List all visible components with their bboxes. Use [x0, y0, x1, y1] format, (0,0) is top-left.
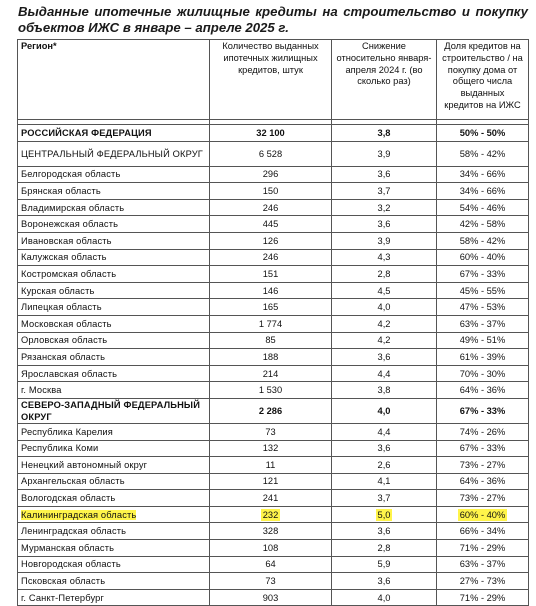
count-cell [210, 216, 332, 233]
decrease-cell [332, 199, 437, 216]
decrease-cell [332, 216, 437, 233]
share-cell-text: 60% - 40% [459, 252, 506, 263]
count-cell-text: 64 [265, 559, 276, 570]
region-cell-text: Республика Карелия [21, 426, 113, 437]
share-cell [437, 266, 529, 283]
count-cell [210, 266, 332, 283]
count-cell [210, 440, 332, 457]
count-cell [210, 282, 332, 299]
share-cell-text: 74% - 26% [459, 426, 506, 437]
share-cell-text: 63% - 37% [459, 559, 506, 570]
region-cell [18, 490, 210, 507]
share-cell [437, 573, 529, 590]
count-cell-text: 165 [262, 302, 279, 313]
decrease-cell-text: 4,4 [377, 368, 391, 379]
share-cell [437, 540, 529, 557]
count-cell-text: 328 [262, 526, 279, 537]
decrease-cell [332, 506, 437, 523]
decrease-cell [332, 141, 437, 166]
share-cell-text: 67% - 33% [459, 268, 506, 279]
share-cell [437, 473, 529, 490]
share-cell-text: 49% - 51% [459, 335, 506, 346]
region-cell-text: Воронежская область [21, 219, 119, 230]
count-cell [210, 398, 332, 423]
table-row [18, 457, 529, 474]
table-row [18, 183, 529, 200]
table-row [18, 423, 529, 440]
table-row [18, 315, 529, 332]
region-cell [18, 183, 210, 200]
header-share: Доля кредитов на строительство / на покупку дома от общего числа выданных кредитов на ИЖС [437, 40, 529, 120]
share-cell [437, 490, 529, 507]
document-title: Выданные ипотечные жилищные кредиты на строительство и покупку объектов ИЖС в январе – апреле 2025 г. [18, 4, 528, 35]
share-cell [437, 183, 529, 200]
table-row [18, 199, 529, 216]
table-row [18, 266, 529, 283]
region-cell [18, 315, 210, 332]
region-cell-text: Орловская область [21, 335, 108, 346]
region-cell [18, 216, 210, 233]
decrease-cell-text: 5,9 [377, 559, 391, 570]
count-cell [210, 573, 332, 590]
share-cell [437, 232, 529, 249]
share-cell-text: 63% - 37% [459, 318, 506, 329]
region-cell-text: Новгородская область [21, 559, 121, 570]
table-row [18, 332, 529, 349]
count-cell [210, 523, 332, 540]
count-cell [210, 457, 332, 474]
share-cell [437, 199, 529, 216]
decrease-cell-text: 2,8 [377, 542, 391, 553]
share-cell-text: 67% - 33% [459, 405, 506, 416]
count-cell [210, 473, 332, 490]
decrease-cell [332, 266, 437, 283]
table-row [18, 589, 529, 606]
count-cell-text: 11 [265, 459, 276, 470]
region-cell [18, 440, 210, 457]
table-row [18, 125, 529, 142]
table-row [18, 523, 529, 540]
decrease-cell [332, 490, 437, 507]
mortgage-table [17, 39, 529, 606]
decrease-cell-text: 3,6 [377, 169, 391, 180]
count-cell-text: 2 286 [258, 405, 283, 416]
region-cell-text: Ярославская область [21, 368, 118, 379]
decrease-cell [332, 299, 437, 316]
decrease-cell [332, 183, 437, 200]
count-cell-text: 232 [262, 509, 279, 520]
share-cell [437, 141, 529, 166]
decrease-cell [332, 556, 437, 573]
decrease-cell-text: 4,2 [377, 318, 391, 329]
region-cell [18, 523, 210, 540]
share-cell [437, 216, 529, 233]
table-row [18, 216, 529, 233]
count-cell [210, 125, 332, 142]
table-row [18, 166, 529, 183]
table-row [18, 249, 529, 266]
count-cell [210, 506, 332, 523]
count-cell [210, 183, 332, 200]
decrease-cell-text: 4,0 [377, 592, 391, 603]
region-cell-text: ЦЕНТРАЛЬНЫЙ ФЕДЕРАЛЬНЫЙ ОКРУГ [21, 148, 203, 159]
decrease-cell-text: 3,2 [377, 202, 391, 213]
region-cell-text: Республика Коми [21, 443, 99, 454]
share-cell [437, 349, 529, 366]
header-decrease: Снижение относительно января-апреля 2024 г. (во сколько раз) [332, 40, 437, 120]
share-cell-text: 70% - 30% [459, 368, 506, 379]
region-cell [18, 166, 210, 183]
decrease-cell [332, 282, 437, 299]
decrease-cell [332, 125, 437, 142]
count-cell-text: 121 [262, 476, 279, 487]
count-cell [210, 349, 332, 366]
region-cell [18, 423, 210, 440]
count-cell [210, 199, 332, 216]
decrease-cell [332, 589, 437, 606]
table-row [18, 232, 529, 249]
decrease-cell [332, 382, 437, 399]
header-count: Количество выданных ипотечных жилищных кредитов, штук [210, 40, 332, 120]
count-cell-text: 1 530 [258, 385, 283, 396]
share-cell-text: 71% - 29% [459, 542, 506, 553]
count-cell [210, 589, 332, 606]
share-cell [437, 589, 529, 606]
share-cell-text: 27% - 73% [459, 576, 506, 587]
decrease-cell-text: 3,9 [377, 148, 391, 159]
share-cell-text: 58% - 42% [459, 235, 506, 246]
table-row [18, 556, 529, 573]
region-cell-text: Вологодская область [21, 493, 116, 504]
count-cell-text: 903 [262, 592, 279, 603]
region-cell-text: Мурманская область [21, 542, 115, 553]
share-cell [437, 315, 529, 332]
count-cell-text: 132 [262, 443, 279, 454]
decrease-cell-text: 3,7 [377, 493, 391, 504]
count-cell-text: 126 [262, 235, 279, 246]
share-cell [437, 457, 529, 474]
decrease-cell-text: 3,7 [377, 185, 391, 196]
region-cell-text: РОССИЙСКАЯ ФЕДЕРАЦИЯ [21, 127, 152, 138]
region-cell [18, 540, 210, 557]
share-cell-text: 61% - 39% [459, 351, 506, 362]
count-cell-text: 108 [262, 542, 279, 553]
region-cell [18, 349, 210, 366]
table-row [18, 141, 529, 166]
count-cell-text: 296 [262, 169, 279, 180]
table-row [18, 282, 529, 299]
table-row [18, 506, 529, 523]
region-cell [18, 382, 210, 399]
decrease-cell-text: 4,2 [377, 335, 391, 346]
region-cell [18, 249, 210, 266]
share-cell-text: 42% - 58% [459, 219, 506, 230]
decrease-cell-text: 4,5 [377, 285, 391, 296]
count-cell-text: 214 [262, 368, 279, 379]
count-cell [210, 299, 332, 316]
count-cell [210, 540, 332, 557]
region-cell [18, 299, 210, 316]
table-row [18, 573, 529, 590]
decrease-cell-text: 4,1 [377, 476, 391, 487]
region-cell-text: Костромская область [21, 268, 117, 279]
share-cell-text: 73% - 27% [459, 493, 506, 504]
region-cell [18, 398, 210, 423]
region-cell [18, 266, 210, 283]
share-cell-text: 45% - 55% [459, 285, 506, 296]
region-cell [18, 332, 210, 349]
region-cell-text: г. Москва [21, 385, 62, 396]
share-cell-text: 66% - 34% [459, 526, 506, 537]
decrease-cell-text: 4,0 [377, 405, 391, 416]
count-cell-text: 151 [262, 268, 279, 279]
decrease-cell [332, 315, 437, 332]
share-cell [437, 423, 529, 440]
count-cell-text: 73 [265, 426, 276, 437]
region-cell [18, 125, 210, 142]
decrease-cell-text: 3,8 [377, 385, 391, 396]
region-cell [18, 232, 210, 249]
decrease-cell [332, 440, 437, 457]
decrease-cell-text: 2,6 [377, 459, 391, 470]
share-cell [437, 166, 529, 183]
decrease-cell-text: 3,8 [377, 127, 391, 138]
share-cell-text: 58% - 42% [459, 148, 506, 159]
share-cell [437, 125, 529, 142]
region-cell-text: Ивановская область [21, 235, 112, 246]
decrease-cell-text: 3,6 [377, 576, 391, 587]
region-cell-text: Калужская область [21, 252, 107, 263]
decrease-cell [332, 573, 437, 590]
table-row [18, 382, 529, 399]
decrease-cell-text: 3,6 [377, 219, 391, 230]
region-cell-text: СЕВЕРО-ЗАПАДНЫЙ ФЕДЕРАЛЬНЫЙ ОКРУГ [21, 399, 201, 422]
count-cell-text: 188 [262, 351, 279, 362]
count-cell [210, 382, 332, 399]
share-cell [437, 506, 529, 523]
count-cell-text: 246 [262, 252, 279, 263]
count-cell [210, 166, 332, 183]
table-row [18, 540, 529, 557]
table-row [18, 398, 529, 423]
share-cell [437, 249, 529, 266]
share-cell-text: 54% - 46% [459, 202, 506, 213]
region-cell [18, 589, 210, 606]
table-body [18, 120, 529, 606]
share-cell [437, 299, 529, 316]
table-header-row [18, 40, 529, 120]
decrease-cell [332, 523, 437, 540]
decrease-cell [332, 249, 437, 266]
decrease-cell-text: 3,6 [377, 526, 391, 537]
count-cell [210, 423, 332, 440]
decrease-cell [332, 166, 437, 183]
share-cell [437, 382, 529, 399]
region-cell [18, 457, 210, 474]
decrease-cell [332, 349, 437, 366]
count-cell-text: 241 [262, 493, 279, 504]
table-row [18, 473, 529, 490]
decrease-cell-text: 5,0 [377, 509, 391, 520]
region-cell-text: Псковская область [21, 576, 106, 587]
count-cell [210, 315, 332, 332]
region-cell [18, 199, 210, 216]
count-cell [210, 249, 332, 266]
share-cell-text: 50% - 50% [459, 127, 506, 138]
region-cell [18, 556, 210, 573]
decrease-cell-text: 3,9 [377, 235, 391, 246]
count-cell [210, 365, 332, 382]
decrease-cell [332, 473, 437, 490]
decrease-cell [332, 457, 437, 474]
count-cell-text: 150 [262, 185, 279, 196]
region-cell [18, 365, 210, 382]
region-cell-text: Курская область [21, 285, 95, 296]
share-cell [437, 365, 529, 382]
share-cell [437, 440, 529, 457]
share-cell-text: 67% - 33% [459, 443, 506, 454]
count-cell [210, 232, 332, 249]
share-cell [437, 398, 529, 423]
region-cell-text: Владимирская область [21, 202, 125, 213]
decrease-cell [332, 332, 437, 349]
region-cell-text: Ленинградская область [21, 526, 127, 537]
share-cell-text: 64% - 36% [459, 476, 506, 487]
region-cell [18, 473, 210, 490]
region-cell-text: Брянская область [21, 185, 101, 196]
decrease-cell-text: 4,0 [377, 302, 391, 313]
region-cell [18, 141, 210, 166]
count-cell-text: 1 774 [258, 318, 283, 329]
region-cell-text: Калининградская область [21, 509, 137, 520]
share-cell-text: 60% - 40% [459, 509, 506, 520]
region-cell-text: Липецкая область [21, 302, 102, 313]
region-cell-text: г. Санкт-Петербург [21, 592, 105, 603]
count-cell-text: 73 [265, 576, 276, 587]
header-region: Регион* [18, 40, 210, 120]
region-cell-text: Рязанская область [21, 351, 106, 362]
decrease-cell [332, 540, 437, 557]
decrease-cell-text: 3,6 [377, 351, 391, 362]
region-cell-text: Белгородская область [21, 169, 121, 180]
table-row [18, 490, 529, 507]
count-cell [210, 141, 332, 166]
count-cell-text: 246 [262, 202, 279, 213]
count-cell-text: 6 528 [258, 148, 283, 159]
decrease-cell [332, 423, 437, 440]
share-cell-text: 71% - 29% [459, 592, 506, 603]
table-row [18, 299, 529, 316]
count-cell-text: 32 100 [256, 127, 285, 138]
table-row [18, 440, 529, 457]
table-row [18, 349, 529, 366]
table-row [18, 365, 529, 382]
share-cell-text: 34% - 66% [459, 185, 506, 196]
count-cell [210, 490, 332, 507]
share-cell-text: 73% - 27% [459, 459, 506, 470]
count-cell [210, 332, 332, 349]
share-cell-text: 64% - 36% [459, 385, 506, 396]
decrease-cell-text: 4,3 [377, 252, 391, 263]
decrease-cell [332, 398, 437, 423]
count-cell-text: 146 [262, 285, 279, 296]
region-cell [18, 506, 210, 523]
share-cell [437, 556, 529, 573]
decrease-cell-text: 4,4 [377, 426, 391, 437]
count-cell-text: 85 [265, 335, 276, 346]
region-cell-text: Архангельская область [21, 476, 125, 487]
share-cell [437, 523, 529, 540]
count-cell [210, 556, 332, 573]
share-cell [437, 332, 529, 349]
share-cell-text: 34% - 66% [459, 169, 506, 180]
region-cell-text: Ненецкий автономный округ [21, 459, 148, 470]
decrease-cell-text: 2,8 [377, 268, 391, 279]
count-cell-text: 445 [262, 219, 279, 230]
decrease-cell [332, 232, 437, 249]
region-cell [18, 282, 210, 299]
share-cell-text: 47% - 53% [459, 302, 506, 313]
region-cell [18, 573, 210, 590]
decrease-cell [332, 365, 437, 382]
region-cell-text: Московская область [21, 318, 112, 329]
decrease-cell-text: 3,6 [377, 443, 391, 454]
share-cell [437, 282, 529, 299]
